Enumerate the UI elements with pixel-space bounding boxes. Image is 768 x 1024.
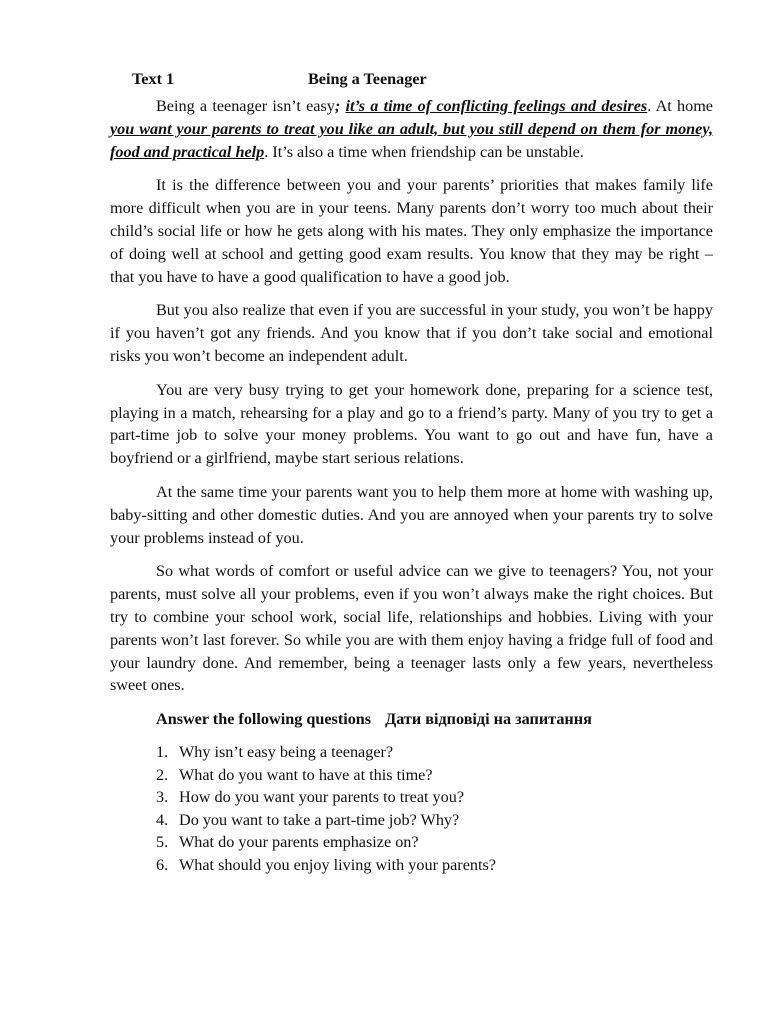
- task-ukrainian: Дати відповіді на запитання: [385, 710, 592, 729]
- paragraph-1-emphasis-1: it’s a time of conflicting feelings and desires: [345, 97, 648, 115]
- paragraph-1-tail: . It’s also a time when friendship can be unstable.: [264, 142, 584, 161]
- paragraph-1-lead: Being a teenager isn’t easy: [156, 97, 335, 115]
- paragraph-6: So what words of comfort or useful advice can we give to teenagers? You, not your parents, must solve all your problems, even if you won’t always make the right choices. But try to combine your school work, social life, relationships and hobbies. Living with your parents won’t last forever. So while you are with them enjoy having a fridge full of food and your laundry done. And remember, being a teenager lasts only a few years, nevertheless sweet ones.: [110, 562, 713, 695]
- paragraph-3: But you also realize that even if you are successful in your study, you won’t be happy if you haven’t got any friends. And you know that if you don’t take social and emotional risks you won’t become an independent adult.: [110, 301, 713, 365]
- task-heading: [156, 708, 713, 731]
- task-english: Answer the following questions: [156, 710, 372, 729]
- question-text: What do you want to have at this time?: [179, 765, 433, 784]
- question-number: 4.: [156, 810, 169, 829]
- question-list: [156, 741, 713, 877]
- question-number: 1.: [156, 742, 169, 761]
- question-text: Do you want to take a part-time job? Why?: [179, 810, 460, 829]
- question-text: What do your parents emphasize on?: [179, 833, 419, 852]
- document-title: Being a Teenager: [308, 70, 427, 88]
- question-number: 5.: [156, 833, 169, 852]
- question-item: [156, 831, 713, 854]
- question-item: [156, 741, 713, 764]
- question-text: How do you want your parents to treat you?: [179, 788, 465, 807]
- paragraph-5: At the same time your parents want you to help them more at home with washing up, baby-sitting and other domestic duties. And you are annoyed when your parents try to solve your problems instead of you.: [110, 482, 713, 547]
- document-header: [110, 68, 713, 92]
- question-number: 2.: [156, 765, 169, 784]
- paragraph-1-semicolon: ;: [334, 97, 341, 115]
- paragraph-1-emphasis-2: you want your parents to treat you like an adult, but you still depend on them for money, food and practical help: [110, 119, 713, 161]
- text-number: Text 1: [132, 70, 175, 88]
- question-item: [156, 786, 713, 809]
- question-number: 3.: [156, 788, 169, 807]
- question-text: What should you enjoy living with your parents?: [179, 855, 496, 874]
- question-item: [156, 809, 713, 832]
- document-page: [110, 68, 713, 876]
- question-item: [156, 854, 713, 877]
- question-text: Why isn’t easy being a teenager?: [179, 742, 394, 761]
- paragraph-1: [110, 95, 713, 163]
- question-item: [156, 764, 713, 787]
- paragraph-2: It is the difference between you and your parents’ priorities that makes family life more difficult when you are in your teens. Many parents don’t worry too much about their child’s social life or how he gets along with his mates. They only emphasize the importance of doing well at school and getting good exam results. You know that they may be right – that you have to have a good qualification to have a good job.: [110, 176, 713, 286]
- question-number: 6.: [156, 855, 169, 874]
- paragraph-4: You are very busy trying to get your homework done, preparing for a science test, playing in a match, rehearsing for a play and go to a friend’s party. Many of you try to get a part-time job to solve your money problems. You want to go out and have fun, have a boyfriend or a girlfriend, maybe start serious relations.: [110, 380, 713, 468]
- paragraph-1-middle: . At home: [647, 97, 713, 115]
